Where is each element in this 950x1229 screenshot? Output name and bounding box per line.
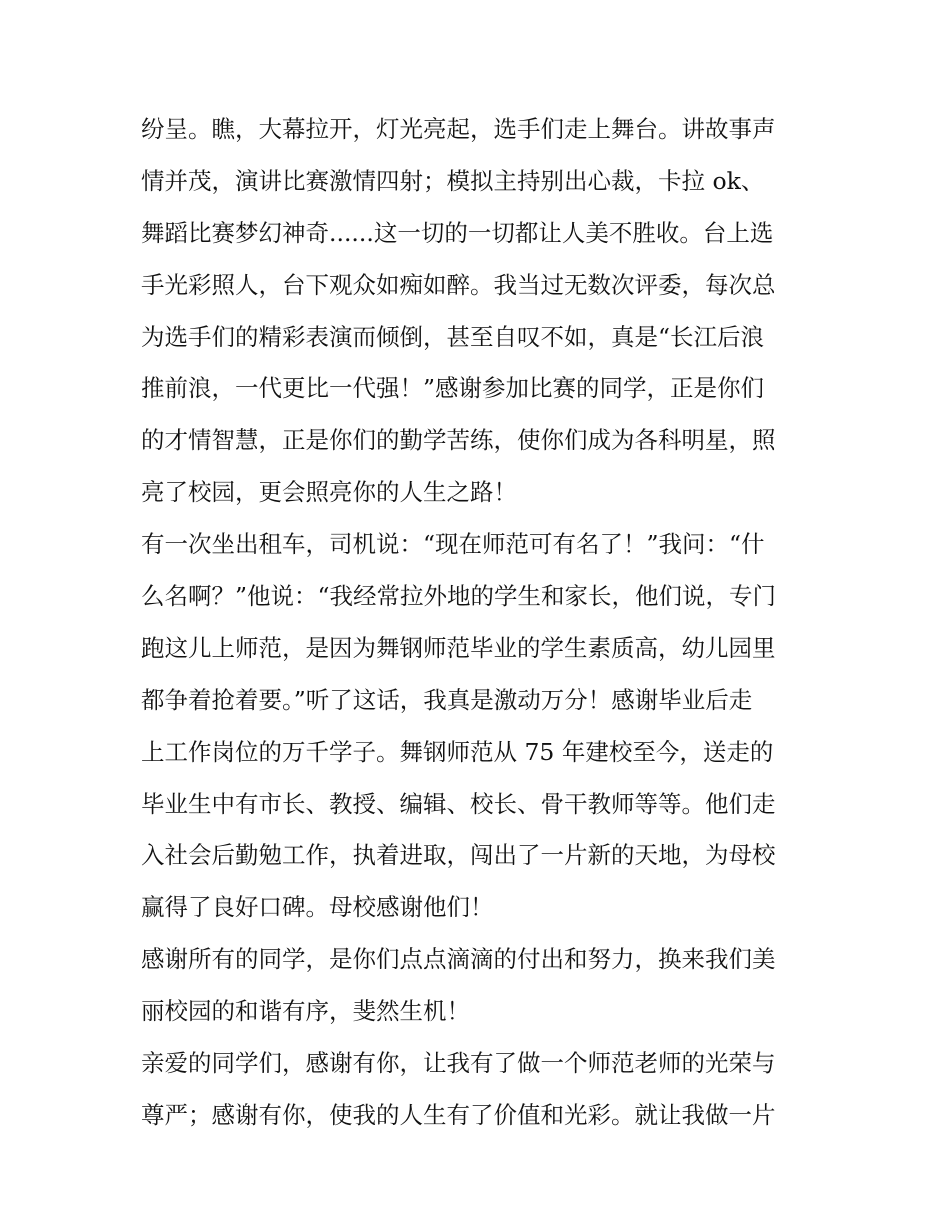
text-line: 舞蹈比赛梦幻神奇......这一切的一切都让人美不胜收。台上选 [141, 218, 774, 247]
text-line: 赢得了良好口碑。母校感谢他们！ [141, 893, 494, 922]
text-line: 跑这儿上师范，是因为舞钢师范毕业的学生素质高，幼儿园里 [141, 633, 776, 662]
text-line: 毕业生中有市长、教授、编辑、校长、骨干教师等等。他们走 [141, 789, 776, 818]
text-line: 尊严；感谢有你，使我的人生有了价值和光彩。就让我做一片 [141, 1100, 776, 1129]
text-line: 都争着抢着要。”听了这话，我真是激动万分！感谢毕业后走 [141, 685, 753, 714]
text-line: 情并茂，演讲比赛激情四射；模拟主持别出心裁，卡拉 ok、 [141, 166, 765, 195]
text-line: 有一次坐出租车，司机说：“现在师范可有名了！”我问：“什 [141, 530, 765, 559]
text-line: 纷呈。瞧，大幕拉开，灯光亮起，选手们走上舞台。讲故事声 [141, 115, 776, 143]
document-body [141, 104, 821, 1142]
text-line: 亲爱的同学们，感谢有你，让我有了做一个师范老师的光荣与 [141, 1049, 776, 1078]
text-line: 推前浪，一代更比一代强！”感谢参加比赛的同学，正是你们 [141, 374, 765, 403]
text-line: 入社会后勤勉工作，执着进取，闯出了一片新的天地，为母校 [141, 841, 776, 870]
text-line: 为选手们的精彩表演而倾倒，甚至自叹不如，真是“长江后浪 [141, 322, 765, 351]
text-line: 手光彩照人，台下观众如痴如醉。我当过无数次评委，每次总 [141, 270, 776, 299]
text-line: 么名啊？”他说：“我经常拉外地的学生和家长，他们说，专门 [141, 582, 777, 611]
text-line: 上工作岗位的万千学子。舞钢师范从 75 年建校至今，送走的 [141, 737, 774, 766]
text-line: 感谢所有的同学，是你们点点滴滴的付出和努力，换来我们美 [141, 945, 776, 974]
text-line: 亮了校园，更会照亮你的人生之路！ [141, 478, 517, 507]
text-line: 丽校园的和谐有序，斐然生机！ [141, 997, 470, 1026]
text-line: 的才情智慧，正是你们的勤学苦练，使你们成为各科明星，照 [141, 426, 776, 455]
